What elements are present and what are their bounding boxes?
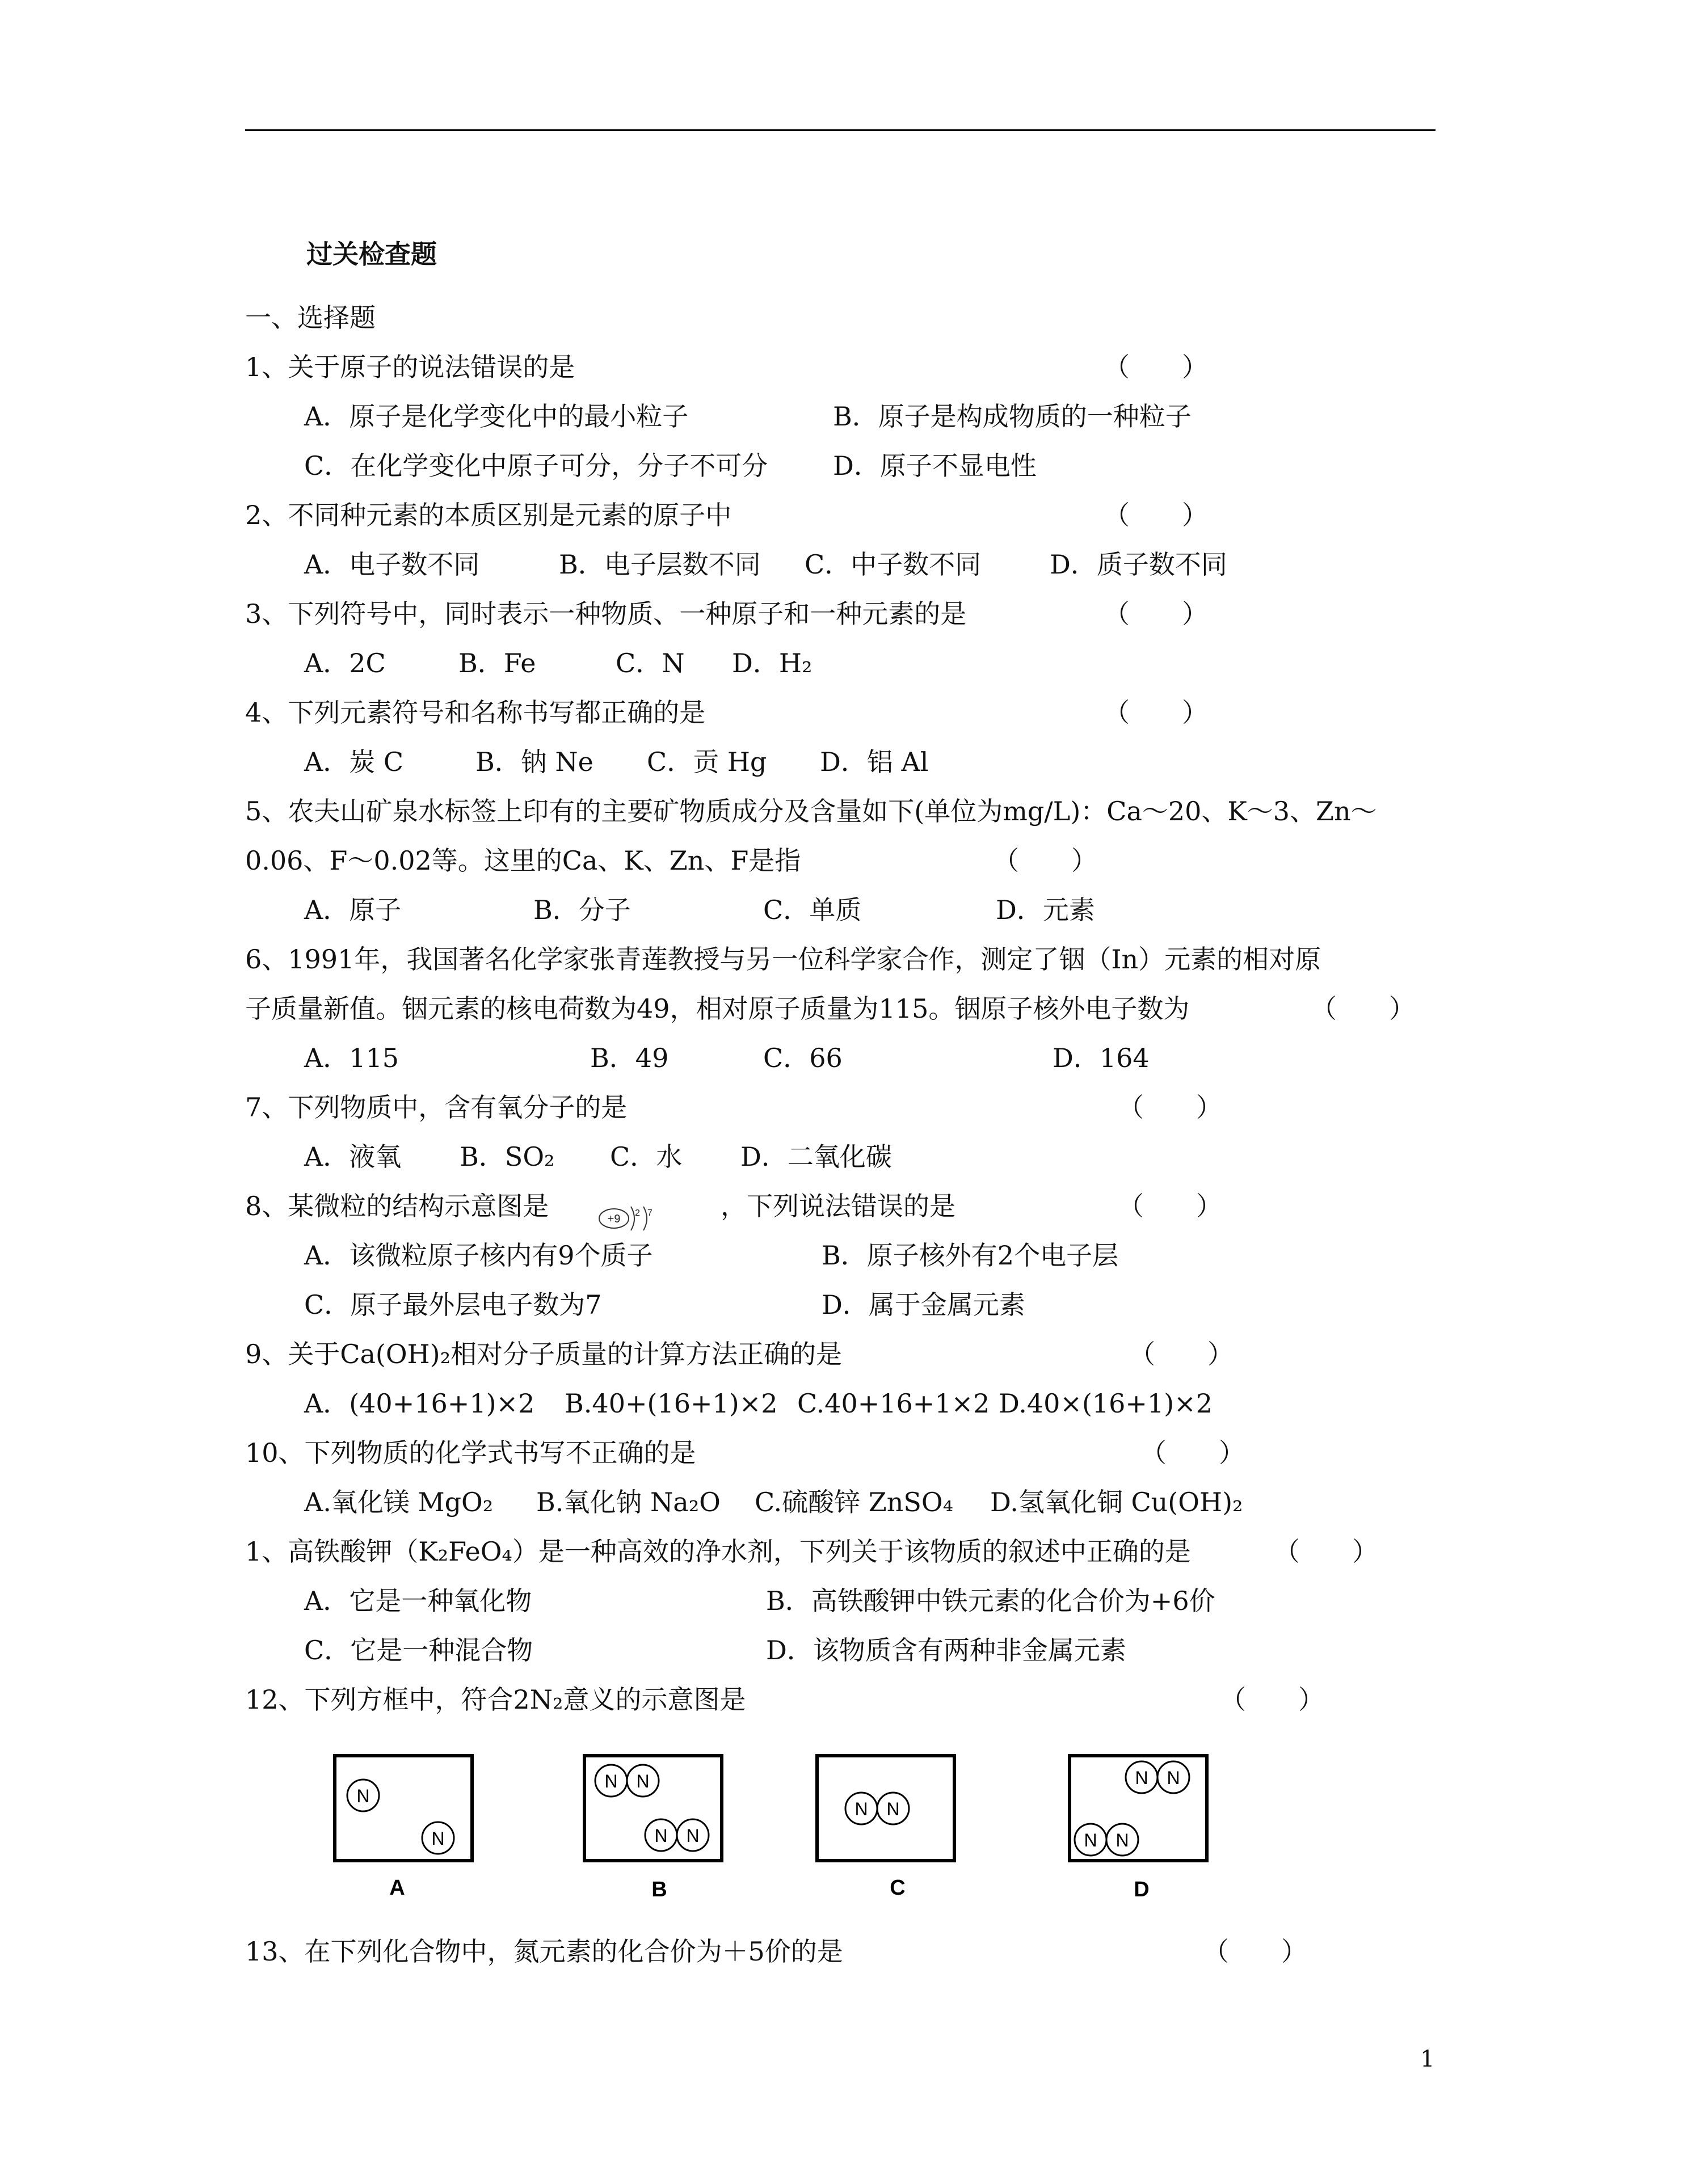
question-8-answer-paren[interactable]: （ ） — [1118, 1191, 1222, 1221]
question-12-answer-paren[interactable]: （ ） — [1220, 1684, 1324, 1715]
question-8-option-d: D．属于金属元素 — [822, 1289, 1025, 1320]
question-8-option-b: B．原子核外有2个电子层 — [822, 1240, 1119, 1271]
question-10-option-b: B.氧化钠 Na₂O — [536, 1487, 721, 1517]
atom-label: N — [854, 1799, 868, 1819]
question-10-stem: 10、下列物质的化学式书写不正确的是 — [245, 1437, 696, 1468]
question-7-option-a: A．液氧 — [304, 1141, 402, 1172]
atom-label: N — [1167, 1768, 1180, 1788]
question-11-option-a: A．它是一种氧化物 — [304, 1586, 532, 1616]
question-2-option-c: C．中子数不同 — [805, 549, 982, 580]
question-8-stem-before: 8、某微粒的结构示意图是 — [245, 1191, 549, 1221]
question-5-option-a: A．原子 — [304, 895, 402, 925]
page-number: 1 — [1420, 2046, 1435, 2072]
nucleus-charge: +9 — [607, 1213, 621, 1225]
atomic-structure-icon — [596, 1200, 664, 1234]
question-2-option-d: D．质子数不同 — [1050, 549, 1227, 580]
question-5-option-d: D．元素 — [996, 895, 1095, 925]
question-9-option-d: D.40×(16+1)×2 — [999, 1388, 1213, 1419]
question-6-option-b: B．49 — [590, 1043, 669, 1073]
question-7-option-c: C．水 — [610, 1141, 683, 1172]
question-11-stem: 1、高铁酸钾（K₂FeO₄）是一种高效的净水剂，下列关于该物质的叙述中正确的是 — [245, 1536, 1191, 1567]
figure-label-a: A — [389, 1876, 405, 1900]
figure-label-d: D — [1134, 1878, 1150, 1901]
question-10-option-a: A.氧化镁 MgO₂ — [304, 1487, 494, 1517]
section-title: 一、选择题 — [245, 302, 376, 333]
atom-label: N — [1115, 1830, 1129, 1850]
question-12-stem: 12、下列方框中，符合2N₂意义的示意图是 — [245, 1684, 746, 1715]
question-2-option-a: A．电子数不同 — [304, 549, 480, 580]
question-3-option-a: A．2C — [304, 648, 386, 678]
page-title: 过关检查题 — [306, 239, 437, 269]
atom-label: N — [636, 1771, 650, 1791]
atom-label: N — [356, 1786, 370, 1806]
figure-label-c: C — [890, 1876, 906, 1900]
question-10-answer-paren[interactable]: （ ） — [1140, 1437, 1245, 1468]
question-13-stem: 13、在下列化合物中，氮元素的化合价为＋5价的是 — [245, 1936, 843, 1967]
question-2-stem: 2、不同种元素的本质区别是元素的原子中 — [245, 500, 732, 530]
question-5-option-b: B．分子 — [533, 895, 631, 925]
question-3-stem: 3、下列符号中，同时表示一种物质、一种原子和一种元素的是 — [245, 598, 967, 629]
question-9-option-a: A．(40+16+1)×2 — [304, 1388, 535, 1419]
molecule-diagram-figure — [329, 1750, 1226, 1909]
atom-label: N — [1135, 1768, 1148, 1788]
question-9-option-c: C.40+16+1×2 — [797, 1388, 990, 1419]
atom-label: N — [604, 1771, 618, 1791]
question-10-option-c: C.硫酸锌 ZnSO₄ — [755, 1487, 954, 1517]
question-1-option-c: C．在化学变化中原子可分，分子不可分 — [304, 450, 768, 481]
question-4-answer-paren[interactable]: （ ） — [1104, 697, 1208, 728]
question-5-stem-line-2: 0.06、F～0.02等。这里的Ca、K、Zn、F是指 — [245, 845, 801, 876]
question-5-option-c: C．单质 — [763, 895, 862, 925]
question-11-option-d: D．该物质含有两种非金属元素 — [766, 1635, 1126, 1666]
question-4-option-c: C．贡 Hg — [647, 747, 767, 777]
question-11-option-b: B．高铁酸钾中铁元素的化合价为+6价 — [766, 1586, 1215, 1616]
question-9-stem: 9、关于Ca(OH)₂相对分子质量的计算方法正确的是 — [245, 1339, 843, 1369]
question-3-answer-paren[interactable]: （ ） — [1104, 598, 1208, 629]
question-6-answer-paren[interactable]: （ ） — [1311, 993, 1415, 1024]
question-10-option-d: D.氢氧化铜 Cu(OH)₂ — [990, 1487, 1243, 1517]
question-6-stem-line-1: 6、1991年，我国著名化学家张青莲教授与另一位科学家合作，测定了铟（In）元素的相对原 — [245, 944, 1321, 975]
question-2-answer-paren[interactable]: （ ） — [1104, 500, 1208, 530]
question-11-option-c: C．它是一种混合物 — [304, 1635, 533, 1666]
question-1-option-b: B．原子是构成物质的一种粒子 — [833, 401, 1192, 432]
question-6-option-c: C．66 — [763, 1043, 843, 1073]
atom-label: N — [886, 1799, 900, 1819]
atom-label: N — [654, 1825, 668, 1846]
question-6-option-a: A．115 — [304, 1043, 399, 1073]
question-4-option-b: B．钠 Ne — [475, 747, 593, 777]
question-5-answer-paren[interactable]: （ ） — [993, 845, 1097, 876]
question-7-answer-paren[interactable]: （ ） — [1118, 1092, 1222, 1123]
question-1-option-d: D．原子不显电性 — [833, 450, 1037, 481]
question-8-option-a: A．该微粒原子核内有9个质子 — [304, 1240, 653, 1271]
atom-label: N — [686, 1825, 700, 1846]
question-9-option-b: B.40+(16+1)×2 — [565, 1388, 778, 1419]
question-7-option-d: D．二氧化碳 — [740, 1141, 892, 1172]
question-1-option-a: A．原子是化学变化中的最小粒子 — [304, 401, 689, 432]
question-7-stem: 7、下列物质中，含有氧分子的是 — [245, 1092, 628, 1123]
question-8-option-c: C．原子最外层电子数为7 — [304, 1289, 602, 1320]
question-2-option-b: B．电子层数不同 — [559, 549, 761, 580]
question-6-stem-line-2: 子质量新值。铟元素的核电荷数为49，相对原子质量为115。铟原子核外电子数为 — [245, 993, 1190, 1024]
atom-label: N — [1084, 1830, 1097, 1850]
question-3-option-c: C．N — [616, 648, 685, 678]
question-3-option-b: B．Fe — [458, 648, 536, 678]
question-3-option-d: D．H₂ — [732, 648, 813, 678]
question-4-option-a: A．炭 C — [304, 747, 404, 777]
question-6-option-d: D．164 — [1053, 1043, 1150, 1073]
header-rule — [245, 129, 1436, 131]
question-5-stem-line-1: 5、农夫山矿泉水标签上印有的主要矿物质成分及含量如下(单位为mg/L)：Ca～20、K～3、Zn～ — [245, 796, 1377, 827]
question-8-stem-after: ，下列说法错误的是 — [721, 1191, 955, 1221]
question-11-answer-paren[interactable]: （ ） — [1274, 1536, 1378, 1567]
atom-label: N — [431, 1828, 445, 1849]
question-1-stem: 1、关于原子的说法错误的是 — [245, 352, 575, 382]
question-1-answer-paren[interactable]: （ ） — [1104, 352, 1208, 382]
question-9-answer-paren[interactable]: （ ） — [1129, 1339, 1234, 1369]
figure-label-b: B — [651, 1878, 667, 1901]
question-4-stem: 4、下列元素符号和名称书写都正确的是 — [245, 697, 706, 728]
question-13-answer-paren[interactable]: （ ） — [1203, 1936, 1307, 1967]
question-7-option-b: B．SO₂ — [460, 1141, 555, 1172]
shell-2-electrons: 7 — [647, 1208, 653, 1218]
question-4-option-d: D．铝 Al — [820, 747, 929, 777]
shell-1-electrons: 2 — [635, 1208, 640, 1218]
